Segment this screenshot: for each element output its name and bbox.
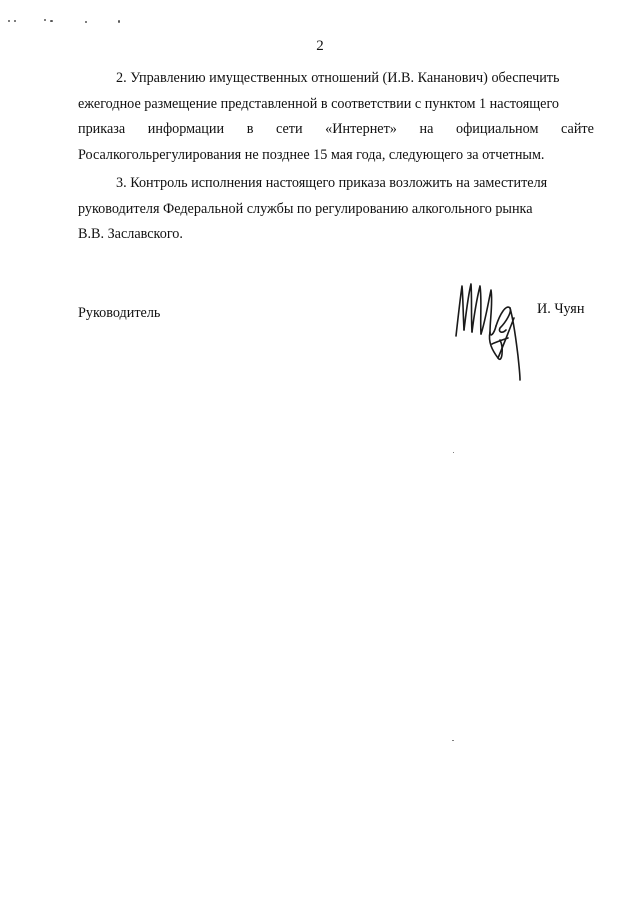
- scan-speck: [85, 21, 87, 23]
- word: сети: [276, 121, 303, 137]
- paragraph-line: Росалкогольрегулирования не позднее 15 мая года, следующего за отчетным.: [78, 146, 545, 163]
- word: приказа: [78, 121, 126, 137]
- paragraph-line: 3. Контроль исполнения настоящего приказа возложить на заместителя: [116, 175, 548, 191]
- paragraph-line-justified: [78, 117, 594, 143]
- signatory-name: И. Чуян: [537, 301, 585, 317]
- scan-speck: [118, 20, 120, 23]
- paragraph-line: 2. Управлению имущественных отношений (И.В. Кананович) обеспечить: [116, 70, 560, 86]
- scan-speck: [44, 19, 46, 21]
- handwritten-signature: [452, 278, 532, 382]
- paragraph-line: В.В. Заславского.: [78, 226, 183, 242]
- word: сайте: [561, 121, 594, 137]
- word: на: [419, 121, 434, 137]
- paragraph-line: ежегодное размещение представленной в соответствии с пунктом 1 настоящего: [78, 95, 560, 112]
- scan-speck: [50, 20, 53, 22]
- paragraph-2: [78, 66, 594, 168]
- scan-speck: [14, 20, 16, 22]
- word: в: [246, 121, 254, 137]
- scan-speck: [453, 452, 454, 453]
- paragraph-3: [78, 171, 594, 248]
- page-number: 2: [316, 38, 324, 54]
- word: официальном: [456, 121, 539, 137]
- scan-speck: [8, 20, 10, 22]
- word: «Интернет»: [325, 121, 397, 137]
- paragraph-line: руководителя Федеральной службы по регулированию алкогольного рынка: [78, 200, 533, 217]
- signatory-role: Руководитель: [78, 305, 161, 321]
- word: информации: [147, 121, 225, 137]
- scan-speck: [452, 740, 454, 741]
